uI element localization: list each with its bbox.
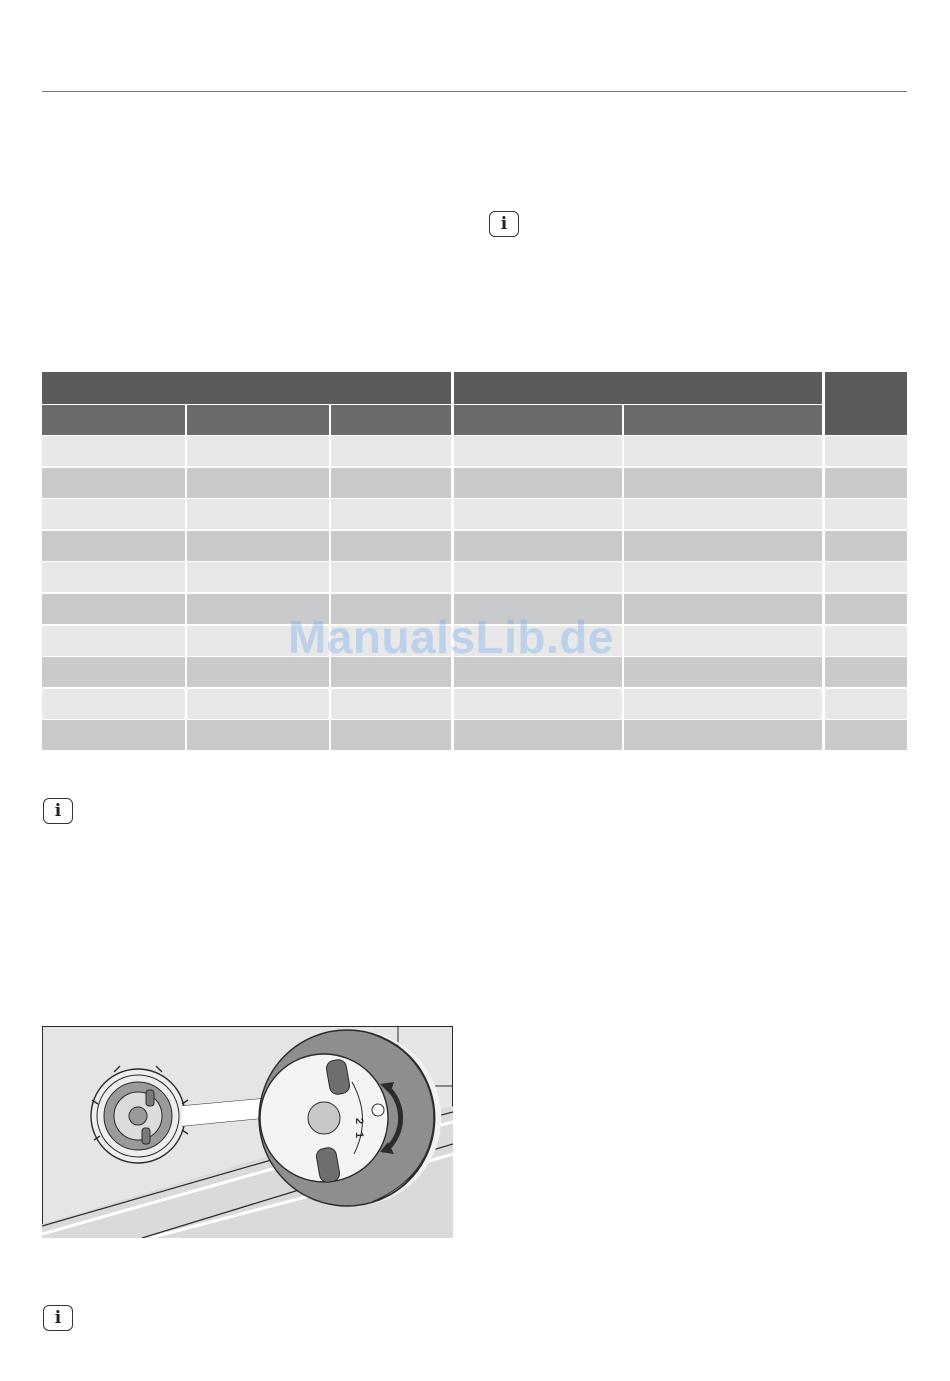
table-header-group-3 bbox=[825, 372, 907, 435]
table-cell bbox=[454, 689, 622, 719]
table-cell bbox=[187, 689, 329, 719]
table-cell bbox=[454, 436, 622, 466]
table-cell bbox=[825, 594, 907, 624]
water-softener-dial-illustration bbox=[42, 1026, 453, 1238]
table-cell bbox=[42, 594, 185, 624]
table-cell bbox=[624, 531, 822, 561]
table-cell bbox=[331, 436, 451, 466]
table-cell bbox=[187, 499, 329, 529]
table-header-group-2 bbox=[454, 372, 822, 404]
dial-mark-1: 1 bbox=[353, 1132, 365, 1139]
table-cell bbox=[187, 436, 329, 466]
table-cell bbox=[331, 720, 451, 750]
table-cell bbox=[187, 468, 329, 498]
table-subheader-4 bbox=[454, 405, 622, 435]
table-cell bbox=[825, 626, 907, 656]
table-cell bbox=[825, 531, 907, 561]
table-cell bbox=[42, 657, 185, 687]
table-cell bbox=[187, 562, 329, 592]
table-cell bbox=[187, 720, 329, 750]
table-subheader-2 bbox=[187, 405, 329, 435]
table-cell bbox=[624, 689, 822, 719]
table-cell bbox=[331, 499, 451, 529]
table-cell bbox=[454, 499, 622, 529]
watermark: ManualsLib.de bbox=[288, 611, 614, 663]
table-cell bbox=[42, 689, 185, 719]
table-cell bbox=[454, 720, 622, 750]
table-subheader-5 bbox=[624, 405, 822, 435]
table-subheader-3 bbox=[331, 405, 451, 435]
table-cell bbox=[42, 531, 185, 561]
dial-mark-2: 2 bbox=[353, 1118, 365, 1125]
table-cell bbox=[624, 562, 822, 592]
table-cell bbox=[42, 436, 185, 466]
illustration-svg bbox=[42, 1026, 453, 1238]
table-subheader-1 bbox=[42, 405, 185, 435]
table-cell bbox=[825, 689, 907, 719]
table-cell bbox=[825, 562, 907, 592]
table-cell bbox=[454, 468, 622, 498]
table-cell bbox=[624, 499, 822, 529]
table-cell bbox=[42, 468, 185, 498]
table-cell bbox=[331, 531, 451, 561]
table-cell bbox=[187, 531, 329, 561]
softener-dial-magnified bbox=[259, 1030, 441, 1206]
table-header-group-1 bbox=[42, 372, 451, 404]
table-cell bbox=[42, 626, 185, 656]
table-cell bbox=[825, 720, 907, 750]
table-cell bbox=[454, 531, 622, 561]
info-icon: i bbox=[43, 1305, 73, 1331]
table-cell bbox=[42, 720, 185, 750]
table-cell bbox=[825, 499, 907, 529]
table-cell bbox=[331, 468, 451, 498]
table-cell bbox=[624, 436, 822, 466]
table-cell bbox=[825, 657, 907, 687]
table-cell bbox=[825, 468, 907, 498]
table-cell bbox=[825, 436, 907, 466]
info-icon: i bbox=[43, 798, 73, 824]
table-cell bbox=[624, 720, 822, 750]
top-divider bbox=[42, 91, 907, 92]
table-cell bbox=[331, 562, 451, 592]
table-cell bbox=[624, 468, 822, 498]
table-cell bbox=[331, 689, 451, 719]
info-icon: i bbox=[489, 211, 519, 237]
water-hardness-table bbox=[42, 372, 907, 751]
table-cell bbox=[42, 499, 185, 529]
table-cell bbox=[42, 562, 185, 592]
table-cell bbox=[454, 562, 622, 592]
